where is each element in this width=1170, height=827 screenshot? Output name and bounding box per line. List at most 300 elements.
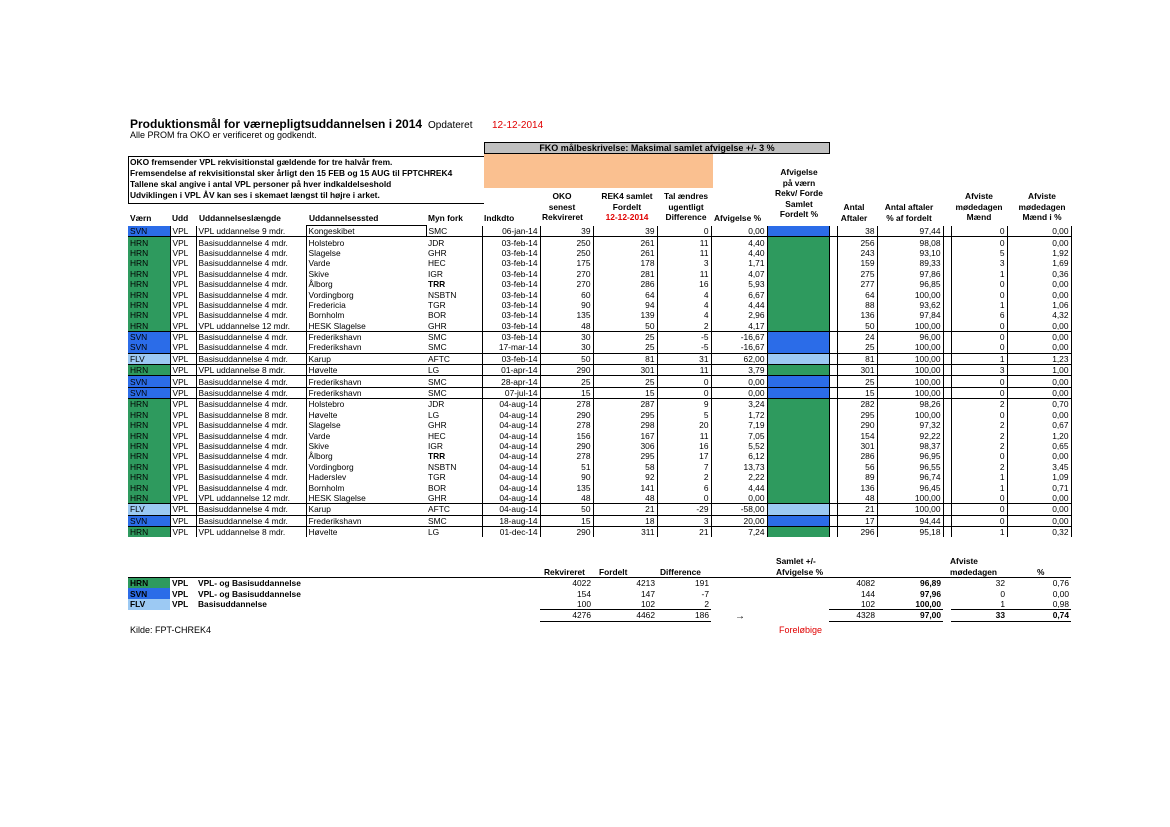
cell-antal-pct: 100,00: [877, 289, 943, 299]
cell-gap: [943, 289, 951, 299]
cell-udd-length: Basisuddannelse 4 mdr.: [196, 279, 306, 289]
cell-antal: 136: [837, 310, 877, 320]
sum-pct: 100,00: [915, 598, 941, 609]
cell-afv: 4,44: [711, 482, 767, 492]
cell-gap: [829, 321, 837, 332]
cell-afv: 2,22: [711, 472, 767, 482]
cell-gap: [943, 300, 951, 310]
cell-gap: [829, 237, 837, 248]
cell-myn: GHR: [428, 320, 447, 331]
cell-udd-place: HESK Slagelse: [306, 493, 426, 504]
cell-gap: [829, 269, 837, 279]
cell-diff: 5: [657, 410, 711, 420]
cell-afv-vaern: [767, 310, 829, 320]
cell-gap: [943, 526, 951, 537]
cell-indkdto: 03-feb-14: [482, 258, 540, 268]
cell-udd-length: Basisuddannelse 4 mdr.: [196, 258, 306, 268]
cell-indkdto: 04-aug-14: [482, 430, 540, 440]
cell-afv-vaern: [767, 269, 829, 279]
cell-afv-pct: 0,32: [1007, 526, 1071, 537]
cell-afv-vaern: [767, 441, 829, 451]
cell-antal-pct: 97,86: [877, 269, 943, 279]
cell-udd-place: Vordingborg: [306, 462, 426, 472]
tot-afv: 33: [951, 610, 1007, 621]
table-row: [128, 493, 1071, 504]
cell-antal: 25: [837, 376, 877, 387]
cell-indkdto: 04-aug-14: [482, 462, 540, 472]
updated-date: 12-12-2014: [492, 120, 544, 131]
cell-afv-maend: 0: [951, 226, 1007, 237]
cell-antal: 301: [837, 441, 877, 451]
cell-myn: GHR: [428, 247, 447, 258]
col-header-udd-place: Uddannelsessted: [309, 213, 379, 223]
cell-gap: [943, 451, 951, 461]
cell-gap: [829, 399, 837, 410]
cell-afv-vaern: [767, 387, 829, 398]
sum-afv: 32: [951, 578, 1007, 589]
cell-myn: LG: [426, 365, 482, 376]
cell-udd-place: Holstebro: [306, 237, 426, 248]
cell-rek4: 295: [593, 410, 657, 420]
table-row: [128, 289, 1071, 299]
cell-indkdto: 03-feb-14: [482, 289, 540, 299]
cell-indkdto: 04-aug-14: [482, 420, 540, 430]
table-row: [128, 504, 1071, 515]
cell-afv-vaern: [767, 526, 829, 537]
cell-gap: [943, 482, 951, 492]
cell-udd-length: Basisuddannelse 4 mdr.: [196, 331, 306, 342]
cell-udd-length: Basisuddannelse 4 mdr.: [196, 441, 306, 451]
cell-afv-vaern: [767, 482, 829, 492]
cell-gap: [829, 248, 837, 258]
cell-afv-vaern: [767, 237, 829, 248]
sum-gap: [943, 599, 951, 610]
table-row: [128, 526, 1071, 537]
cell-oko: 30: [540, 342, 593, 353]
sum-vaern: FLV: [128, 599, 170, 610]
cell-gap: [829, 310, 837, 320]
target-banner: FKO målbeskrivelse: Maksimal samlet afvigelse +/- 3 %: [484, 142, 830, 154]
sum-label: Basisuddannelse: [198, 599, 267, 610]
cell-myn: TGR: [428, 299, 446, 310]
col-header-tal: Tal ændres ugentligt Difference: [663, 191, 709, 222]
note-line: Tallene skal angive i antal VPL personer på hver indkaldelseshold: [130, 179, 392, 189]
tot-gap: [196, 610, 482, 621]
cell-vaern: HRN: [128, 310, 170, 320]
cell-gap: [943, 331, 951, 342]
sum-ford: 102: [641, 598, 655, 609]
cell-afv-pct: 1,92: [1007, 248, 1071, 258]
sum-header-diff: Difference: [660, 567, 701, 577]
cell-diff: 2: [657, 321, 711, 332]
cell-diff: 20: [657, 420, 711, 430]
cell-vaern: HRN: [128, 237, 170, 248]
cell-vaern: HRN: [128, 526, 170, 537]
cell-antal: 159: [837, 258, 877, 268]
cell-gap: [829, 472, 837, 482]
cell-vaern: HRN: [128, 472, 170, 482]
cell-afv: 0,00: [711, 226, 767, 237]
cell-udd: VPL: [170, 279, 196, 289]
cell-myn: HEC: [428, 258, 446, 269]
cell-myn: SMC: [428, 342, 447, 353]
cell-afv: 62,00: [711, 353, 767, 364]
tot-pct: 97,00: [877, 610, 943, 621]
cell-udd-length: Basisuddannelse 4 mdr.: [196, 462, 306, 472]
sum-rekv: 154: [577, 588, 591, 599]
cell-afv: -58,00: [711, 504, 767, 515]
cell-indkdto: 06-jan-14: [482, 226, 540, 237]
cell-afv-pct: 1,09: [1007, 472, 1071, 482]
cell-udd: VPL: [170, 462, 196, 472]
cell-udd: VPL: [170, 399, 196, 410]
cell-udd-place: Vordingborg: [306, 289, 426, 299]
cell-diff: 0: [657, 226, 711, 237]
cell-antal-pct: 96,95: [877, 451, 943, 461]
col-header-antal: Antal Aftaler: [840, 202, 868, 223]
cell-myn: BOR: [428, 482, 447, 493]
cell-afv: 0,00: [711, 493, 767, 504]
cell-afv-vaern: [767, 248, 829, 258]
cell-udd-length: Basisuddannelse 4 mdr.: [196, 482, 306, 492]
cell-diff: 0: [657, 493, 711, 504]
cell-gap: [829, 376, 837, 387]
cell-udd-length: Basisuddannelse 4 mdr.: [196, 451, 306, 461]
cell-myn: TGR: [428, 472, 446, 483]
cell-gap: [829, 387, 837, 398]
cell-afv-pct: 0,00: [1007, 493, 1071, 504]
cell-indkdto: 01-apr-14: [482, 365, 540, 376]
cell-vaern: HRN: [128, 365, 170, 376]
cell-udd: VPL: [170, 420, 196, 430]
cell-udd: VPL: [170, 300, 196, 310]
sum-antal: 4082: [829, 578, 877, 589]
cell-gap: [829, 430, 837, 440]
cell-oko: 50: [540, 504, 593, 515]
cell-afv-maend: 2: [951, 441, 1007, 451]
cell-antal-pct: 96,74: [877, 472, 943, 482]
cell-gap: [829, 410, 837, 420]
cell-diff: 17: [657, 451, 711, 461]
cell-udd: VPL: [170, 410, 196, 420]
cell-antal: 277: [837, 279, 877, 289]
arrow-icon: →: [735, 611, 745, 622]
cell-udd: VPL: [170, 321, 196, 332]
cell-udd-length: Basisuddannelse 4 mdr.: [196, 300, 306, 310]
cell-afv-maend: 0: [951, 237, 1007, 248]
tot-gap: [128, 610, 170, 621]
cell-gap: [943, 430, 951, 440]
col-header-udd: Udd: [172, 213, 189, 223]
summary-table: [128, 577, 1071, 622]
cell-udd-length: Basisuddannelse 4 mdr.: [196, 515, 306, 526]
cell-antal-pct: 92,22: [877, 430, 943, 440]
sum-gap: [711, 599, 829, 610]
cell-antal: 286: [837, 451, 877, 461]
cell-indkdto: 18-aug-14: [482, 515, 540, 526]
cell-afv: 7,24: [711, 526, 767, 537]
cell-antal-pct: 97,84: [877, 310, 943, 320]
cell-diff: 4: [657, 289, 711, 299]
cell-antal-pct: 100,00: [877, 387, 943, 398]
cell-indkdto: 03-feb-14: [482, 353, 540, 364]
cell-afv-vaern: [767, 399, 829, 410]
cell-oko: 50: [540, 353, 593, 364]
cell-gap: [943, 248, 951, 258]
sum-gap: [482, 578, 540, 589]
cell-rek4: 21: [593, 504, 657, 515]
cell-afv-maend: 1: [951, 269, 1007, 279]
cell-gap: [829, 258, 837, 268]
cell-afv-pct: 0,00: [1007, 226, 1071, 237]
cell-diff: 3: [657, 258, 711, 268]
cell-rek4: 261: [593, 237, 657, 248]
cell-udd-place: Varde: [306, 430, 426, 440]
sum-pct: 96,89: [877, 578, 943, 589]
cell-afv-pct: 0,36: [1007, 269, 1071, 279]
cell-diff: 11: [657, 269, 711, 279]
cell-udd-length: Basisuddannelse 4 mdr.: [196, 248, 306, 258]
cell-afv: 1,71: [711, 258, 767, 268]
tot-ford: 4462: [593, 610, 657, 621]
cell-oko: 90: [540, 472, 593, 482]
sum-ford: 4213: [593, 578, 657, 589]
col-header-indkdto: Indkdto: [484, 213, 515, 223]
cell-udd: VPL: [170, 504, 196, 515]
cell-afv-pct: 4,32: [1007, 310, 1071, 320]
cell-vaern: HRN: [128, 279, 170, 289]
cell-myn: TRR: [428, 279, 446, 290]
cell-afv: 0,00: [711, 387, 767, 398]
cell-afv-pct: 0,65: [1007, 441, 1071, 451]
notes-box: [128, 156, 484, 204]
cell-gap: [829, 515, 837, 526]
cell-udd-place: Haderslev: [306, 472, 426, 482]
cell-afv-vaern: [767, 321, 829, 332]
cell-udd-place: Varde: [306, 258, 426, 268]
cell-udd: VPL: [170, 269, 196, 279]
cell-udd-length: Basisuddannelse 4 mdr.: [196, 430, 306, 440]
cell-vaern: HRN: [128, 420, 170, 430]
cell-oko: 156: [540, 430, 593, 440]
cell-afv-maend: 0: [951, 387, 1007, 398]
cell-udd: VPL: [170, 472, 196, 482]
cell-gap: [829, 451, 837, 461]
cell-oko: 175: [540, 258, 593, 268]
cell-afv-vaern: [767, 342, 829, 353]
cell-udd-place: Frederikshavn: [306, 376, 426, 387]
cell-afv: 4,44: [711, 300, 767, 310]
cell-udd-place: Høvelte: [306, 526, 426, 537]
cell-afv: 0,00: [711, 376, 767, 387]
cell-afv-maend: 0: [951, 321, 1007, 332]
cell-udd-length: Basisuddannelse 4 mdr.: [196, 420, 306, 430]
cell-vaern: HRN: [128, 410, 170, 420]
cell-udd-place: Slagelse: [306, 248, 426, 258]
cell-vaern: HRN: [128, 258, 170, 268]
cell-rek4: 81: [593, 353, 657, 364]
cell-afv-vaern: [767, 300, 829, 310]
cell-indkdto: 04-aug-14: [482, 410, 540, 420]
cell-diff: 21: [657, 526, 711, 537]
cell-vaern: HRN: [128, 399, 170, 410]
cell-antal: 243: [837, 248, 877, 258]
cell-gap: [943, 493, 951, 504]
cell-vaern: SVN: [128, 331, 170, 342]
cell-antal-pct: 95,18: [877, 526, 943, 537]
cell-rek4: 281: [593, 269, 657, 279]
cell-afv: 5,52: [711, 441, 767, 451]
tot-antal: 4328: [829, 610, 877, 621]
sum-afvpct: 0,98: [1052, 598, 1069, 609]
cell-afv-vaern: [767, 504, 829, 515]
cell-diff: 3: [657, 515, 711, 526]
cell-afv-vaern: [767, 515, 829, 526]
cell-afv-pct: 0,70: [1007, 399, 1071, 410]
cell-myn: AFTC: [426, 353, 482, 364]
cell-rek4: 50: [593, 321, 657, 332]
cell-gap: [943, 504, 951, 515]
cell-oko: 135: [540, 310, 593, 320]
table-row: [128, 321, 1071, 332]
cell-antal-pct: 96,55: [877, 462, 943, 472]
table-row: [128, 399, 1071, 410]
cell-gap: [943, 279, 951, 289]
cell-rek4: 15: [593, 387, 657, 398]
cell-indkdto: 03-feb-14: [482, 310, 540, 320]
table-row: [128, 331, 1071, 342]
cell-antal-pct: 100,00: [877, 493, 943, 504]
cell-rek4: 298: [593, 420, 657, 430]
cell-udd: VPL: [170, 289, 196, 299]
cell-udd-place: Karup: [306, 504, 426, 515]
cell-gap: [943, 462, 951, 472]
cell-vaern: HRN: [128, 462, 170, 472]
cell-vaern: HRN: [128, 289, 170, 299]
cell-udd-place: Ålborg: [306, 451, 426, 461]
cell-afv-vaern: [767, 353, 829, 364]
cell-oko: 135: [540, 482, 593, 492]
page-title: Produktionsmål for værnepligtsuddannelsen i 2014: [130, 117, 423, 131]
cell-afv: 6,67: [711, 289, 767, 299]
cell-gap: [943, 515, 951, 526]
cell-myn: JDR: [426, 399, 482, 410]
cell-oko: 39: [540, 226, 593, 237]
cell-afv-vaern: [767, 493, 829, 504]
sum-gap: [711, 588, 829, 598]
cell-afv-vaern: [767, 376, 829, 387]
cell-diff: 11: [657, 237, 711, 248]
cell-afv-maend: 0: [951, 279, 1007, 289]
cell-udd-length: Basisuddannelse 4 mdr.: [196, 342, 306, 353]
cell-myn: AFTC: [426, 504, 482, 515]
cell-antal-pct: 100,00: [877, 376, 943, 387]
cell-antal-pct: 96,45: [877, 482, 943, 492]
cell-afv-vaern: [767, 331, 829, 342]
cell-gap: [829, 462, 837, 472]
cell-diff: 4: [657, 300, 711, 310]
cell-afv: 3,79: [711, 365, 767, 376]
cell-myn: NSBTN: [428, 289, 457, 300]
cell-gap: [943, 441, 951, 451]
cell-gap: [943, 310, 951, 320]
cell-myn: SMC: [428, 225, 448, 236]
cell-rek4: 94: [593, 300, 657, 310]
cell-diff: -5: [657, 342, 711, 353]
cell-gap: [943, 321, 951, 332]
cell-myn: IGR: [428, 268, 443, 279]
cell-gap: [829, 289, 837, 299]
col-header-afv: Afvigelse %: [714, 213, 762, 223]
cell-afv-pct: 0,00: [1007, 410, 1071, 420]
note-line: Udviklingen i VPL ÅV kan ses i skemaet længst til højre i arket.: [130, 190, 380, 200]
cell-indkdto: 03-feb-14: [482, 269, 540, 279]
sum-vaern: SVN: [128, 588, 170, 598]
cell-afv-maend: 2: [951, 430, 1007, 440]
cell-udd-place: Skive: [306, 441, 426, 451]
cell-antal-pct: 100,00: [877, 342, 943, 353]
cell-udd-place: Bornholm: [306, 482, 426, 492]
cell-udd: VPL: [170, 310, 196, 320]
cell-antal-pct: 100,00: [877, 504, 943, 515]
cell-antal: 88: [837, 300, 877, 310]
sum-label: VPL- og Basisuddannelse: [196, 578, 482, 589]
cell-rek4: 64: [593, 289, 657, 299]
cell-udd-length: Basisuddannelse 4 mdr.: [196, 237, 306, 248]
cell-afv-pct: 0,00: [1007, 387, 1071, 398]
cell-myn: BOR: [428, 310, 447, 321]
table-row: [128, 410, 1071, 420]
cell-afv-pct: 1,69: [1007, 258, 1071, 268]
sum-header-ford: Fordelt: [599, 567, 628, 577]
cell-indkdto: 04-aug-14: [482, 441, 540, 451]
cell-diff: 0: [657, 387, 711, 398]
cell-antal: 38: [837, 226, 877, 237]
table-row: [128, 515, 1071, 526]
cell-udd: VPL: [170, 331, 196, 342]
table-row: [128, 310, 1071, 320]
cell-indkdto: 03-feb-14: [482, 300, 540, 310]
col-header-afv-vaern: Afvigelse på værn Rekv/ Forde Samlet Fordelt %: [775, 167, 823, 219]
cell-rek4: 25: [593, 376, 657, 387]
cell-afv-vaern: [767, 430, 829, 440]
cell-antal-pct: 96,85: [877, 279, 943, 289]
cell-oko: 290: [540, 526, 593, 537]
cell-antal-pct: 98,26: [877, 399, 943, 410]
cell-afv-maend: 6: [951, 310, 1007, 320]
cell-vaern: HRN: [128, 248, 170, 258]
sum-gap: [943, 588, 951, 598]
cell-gap: [943, 420, 951, 430]
cell-udd-place: Ålborg: [306, 279, 426, 289]
cell-afv-maend: 0: [951, 410, 1007, 420]
summary-row: [128, 578, 1071, 589]
cell-rek4: 39: [593, 226, 657, 237]
sum-header-rekv: Rekvireret: [544, 567, 585, 577]
cell-diff: -29: [657, 504, 711, 515]
col-header-afv-pct: Afviste mødedagen Mænd i %: [1018, 191, 1066, 222]
cell-udd-length: VPL uddannelse 12 mdr.: [196, 493, 306, 504]
cell-vaern: HRN: [128, 269, 170, 279]
cell-indkdto: 03-feb-14: [482, 237, 540, 248]
cell-vaern: HRN: [128, 482, 170, 492]
cell-antal: 89: [837, 472, 877, 482]
cell-gap: [943, 269, 951, 279]
col-header-rek4: REK4 samlet Fordelt 12-12-2014: [601, 191, 653, 222]
cell-vaern: SVN: [128, 387, 170, 398]
cell-vaern: SVN: [128, 515, 170, 526]
cell-afv-maend: 0: [951, 451, 1007, 461]
